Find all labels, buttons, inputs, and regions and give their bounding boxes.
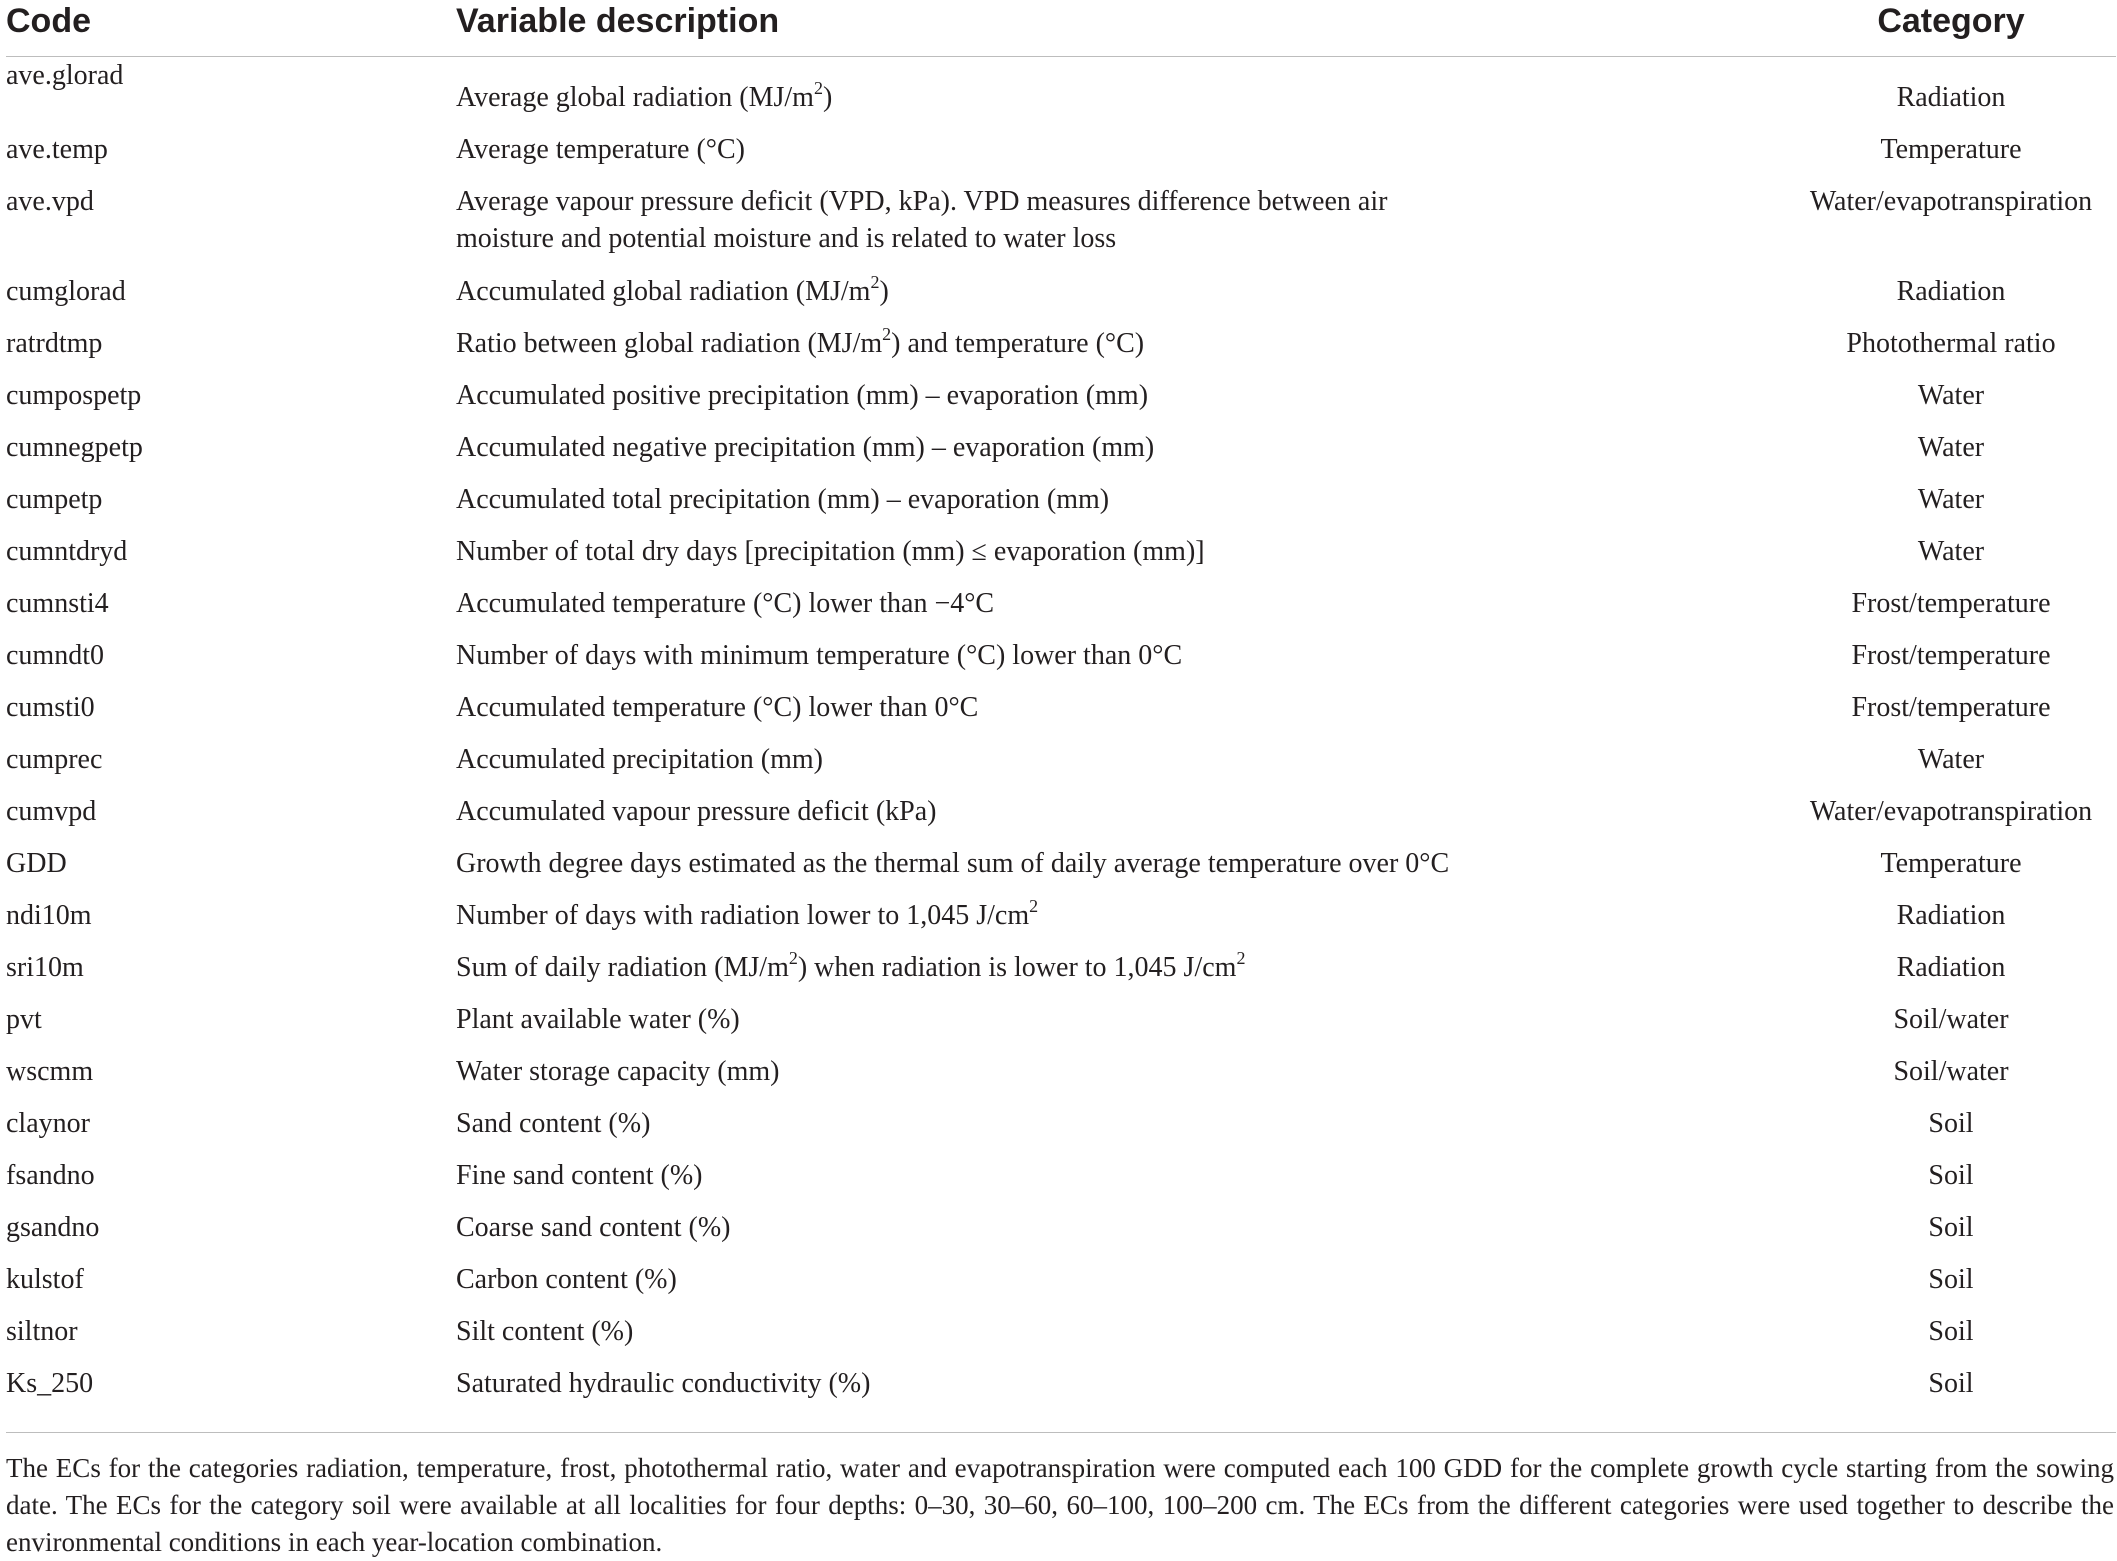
row-description (456, 741, 1786, 793)
table-row (6, 689, 2116, 741)
row-description (456, 793, 1786, 845)
description-text: Water storage capacity (mm) (456, 1056, 780, 1087)
description-tail: ) (822, 82, 833, 113)
row-category: Water (1917, 380, 1985, 411)
table-row (6, 1157, 2116, 1209)
superscript: 2 (1029, 895, 1039, 916)
row-category: Radiation (1896, 82, 2006, 113)
table-row (6, 949, 2116, 1001)
row-code: gsandno (6, 1212, 100, 1243)
row-category: Water (1917, 432, 1985, 463)
header-code: Code (6, 0, 456, 57)
table-row (6, 183, 2116, 273)
row-category: Temperature (1880, 134, 2022, 165)
row-category: Frost/temperature (1851, 588, 2051, 619)
description-text: Carbon content (%) (456, 1264, 677, 1295)
row-category: Water (1917, 484, 1985, 515)
description-text: Accumulated global radiation (MJ/m (456, 276, 871, 307)
table-row (6, 1105, 2116, 1157)
row-code: fsandno (6, 1160, 95, 1191)
description-text: Fine sand content (%) (456, 1160, 703, 1191)
table-row (6, 377, 2116, 429)
row-description (456, 183, 1786, 273)
row-code: kulstof (6, 1264, 84, 1295)
description-text: Ratio between global radiation (MJ/m (456, 328, 883, 359)
row-description (456, 325, 1786, 377)
description-text: Sand content (%) (456, 1108, 651, 1139)
row-category: Soil (1928, 1264, 1974, 1295)
row-category: Water/evapotranspiration (1809, 796, 2093, 827)
row-code: ndi10m (6, 900, 92, 931)
row-category: Soil (1928, 1212, 1974, 1243)
row-description (456, 1313, 1786, 1365)
row-code: cumndt0 (6, 640, 104, 671)
row-category: Temperature (1880, 848, 2022, 879)
description-tail: ) (879, 276, 889, 307)
row-code: ave.glorad (6, 60, 124, 91)
table-row (6, 845, 2116, 897)
description-text: Coarse sand content (%) (456, 1212, 731, 1243)
description-text: Accumulated positive precipitation (mm) – evaporation (mm) (456, 380, 1149, 411)
table-row (6, 897, 2116, 949)
row-code: claynor (6, 1108, 90, 1139)
row-code: pvt (6, 1004, 42, 1035)
description-text: Accumulated precipitation (mm) (456, 744, 823, 775)
row-description (456, 689, 1786, 741)
description-text: Accumulated vapour pressure deficit (kPa) (456, 796, 937, 827)
table-row (6, 741, 2116, 793)
description-text: Growth degree days estimated as the thermal sum of daily average temperature over 0°C (456, 848, 1450, 879)
row-code: cumntdryd (6, 536, 128, 567)
row-code: GDD (6, 848, 67, 879)
description-text-line2: moisture and potential moisture and is related to water loss (456, 223, 1117, 254)
row-description (456, 57, 1786, 132)
table-row (6, 481, 2116, 533)
row-code: ave.temp (6, 134, 108, 165)
row-code: ratrdtmp (6, 328, 103, 359)
row-category: Water/evapotranspiration (1809, 186, 2093, 217)
row-category: Soil (1928, 1368, 1974, 1399)
environmental-covariates-table (6, 0, 2116, 1417)
row-code: cumglorad (6, 276, 126, 307)
header-row (6, 0, 2116, 57)
row-category: Soil/water (1893, 1004, 2009, 1035)
table-row (6, 533, 2116, 585)
row-description (456, 273, 1786, 325)
superscript: 2 (870, 271, 880, 292)
row-code: cumvpd (6, 796, 97, 827)
table-row (6, 1001, 2116, 1053)
table-row (6, 57, 2116, 132)
row-description (456, 949, 1786, 1001)
row-description (456, 845, 1786, 897)
table-row (6, 429, 2116, 481)
row-description (456, 1105, 1786, 1157)
row-code: cumsti0 (6, 692, 95, 723)
row-category: Water (1917, 536, 1985, 567)
description-text: Number of days with minimum temperature (°C) lower than 0°C (456, 640, 1183, 671)
header-description: Variable description (456, 0, 1786, 57)
row-code: cumpetp (6, 484, 103, 515)
table-row (6, 273, 2116, 325)
row-code: ave.vpd (6, 186, 94, 217)
table-row (6, 1209, 2116, 1261)
table-row (6, 1313, 2116, 1365)
row-category: Frost/temperature (1851, 640, 2051, 671)
table-row (6, 637, 2116, 689)
row-category: Radiation (1896, 952, 2006, 983)
description-text: Accumulated total precipitation (mm) – evaporation (mm) (456, 484, 1110, 515)
row-description (456, 1053, 1786, 1105)
row-description (456, 897, 1786, 949)
description-text: Sum of daily radiation (MJ/m (456, 952, 789, 983)
header-category: Category (1786, 0, 2116, 57)
superscript: 2 (813, 77, 823, 98)
row-description (456, 1261, 1786, 1313)
description-text: Average vapour pressure deficit (VPD, kPa). VPD measures difference between air (456, 186, 1388, 217)
row-category: Radiation (1896, 900, 2006, 931)
description-text: Accumulated temperature (°C) lower than −4°C (456, 588, 995, 619)
description-text: Plant available water (%) (456, 1004, 740, 1035)
row-code: wscmm (6, 1056, 94, 1087)
row-description (456, 533, 1786, 585)
superscript: 2 (1236, 947, 1246, 968)
description-text: Accumulated negative precipitation (mm) – evaporation (mm) (456, 432, 1155, 463)
table-row (6, 793, 2116, 845)
row-category: Soil (1928, 1316, 1974, 1347)
superscript: 2 (882, 323, 892, 344)
row-code: cumnsti4 (6, 588, 109, 619)
row-category: Soil/water (1893, 1056, 2009, 1087)
row-code: cumprec (6, 744, 103, 775)
row-category: Soil (1928, 1108, 1974, 1139)
table-body (6, 57, 2116, 1418)
row-code: siltnor (6, 1316, 78, 1347)
row-description (456, 1209, 1786, 1261)
description-text: Number of days with radiation lower to 1,045 J/cm (456, 900, 1030, 931)
description-text: Saturated hydraulic conductivity (%) (456, 1368, 871, 1399)
description-text: Average temperature (°C) (456, 134, 745, 165)
row-description (456, 131, 1786, 183)
table-row (6, 325, 2116, 377)
row-description (456, 1157, 1786, 1209)
table-row (6, 1261, 2116, 1313)
row-description (456, 585, 1786, 637)
table-row (6, 1053, 2116, 1105)
row-description (456, 429, 1786, 481)
row-description (456, 637, 1786, 689)
table-row (6, 1365, 2116, 1417)
row-code: cumpospetp (6, 380, 142, 411)
row-code: Ks_250 (6, 1368, 94, 1399)
footnote-divider (6, 1432, 2116, 1433)
row-code: sri10m (6, 952, 84, 983)
description-tail: ) and temperature (°C) (891, 328, 1145, 359)
row-code: cumnegpetp (6, 432, 143, 463)
description-text: Silt content (%) (456, 1316, 634, 1347)
description-text: Average global radiation (MJ/m (456, 82, 814, 113)
row-category: Soil (1928, 1160, 1974, 1191)
row-category: Water (1917, 744, 1985, 775)
row-category: Frost/temperature (1851, 692, 2051, 723)
table-footnote: The ECs for the categories radiation, temperature, frost, photothermal ratio, water and evapotranspiration were computed each 100 GDD for the complete growth cycle starting from the sowing date. The ECs for the category soil were available at all localities for four depths: 0–30, 30–60, 60–100, 100–200 cm. The ECs from the different categories were used together to describe the environmental conditions in each year-location combination. (6, 1453, 2114, 1557)
row-category: Radiation (1896, 276, 2006, 307)
superscript: 2 (788, 947, 798, 968)
description-text: Accumulated temperature (°C) lower than 0°C (456, 692, 979, 723)
row-description (456, 377, 1786, 429)
description-text: Number of total dry days [precipitation (mm) ≤ evaporation (mm)] (456, 536, 1205, 567)
row-category: Photothermal ratio (1846, 328, 2056, 359)
description-tail: ) when radiation is lower to 1,045 J/cm (797, 952, 1237, 983)
row-description (456, 1001, 1786, 1053)
table-row (6, 131, 2116, 183)
row-description (456, 481, 1786, 533)
row-description (456, 1365, 1786, 1417)
table-row (6, 585, 2116, 637)
